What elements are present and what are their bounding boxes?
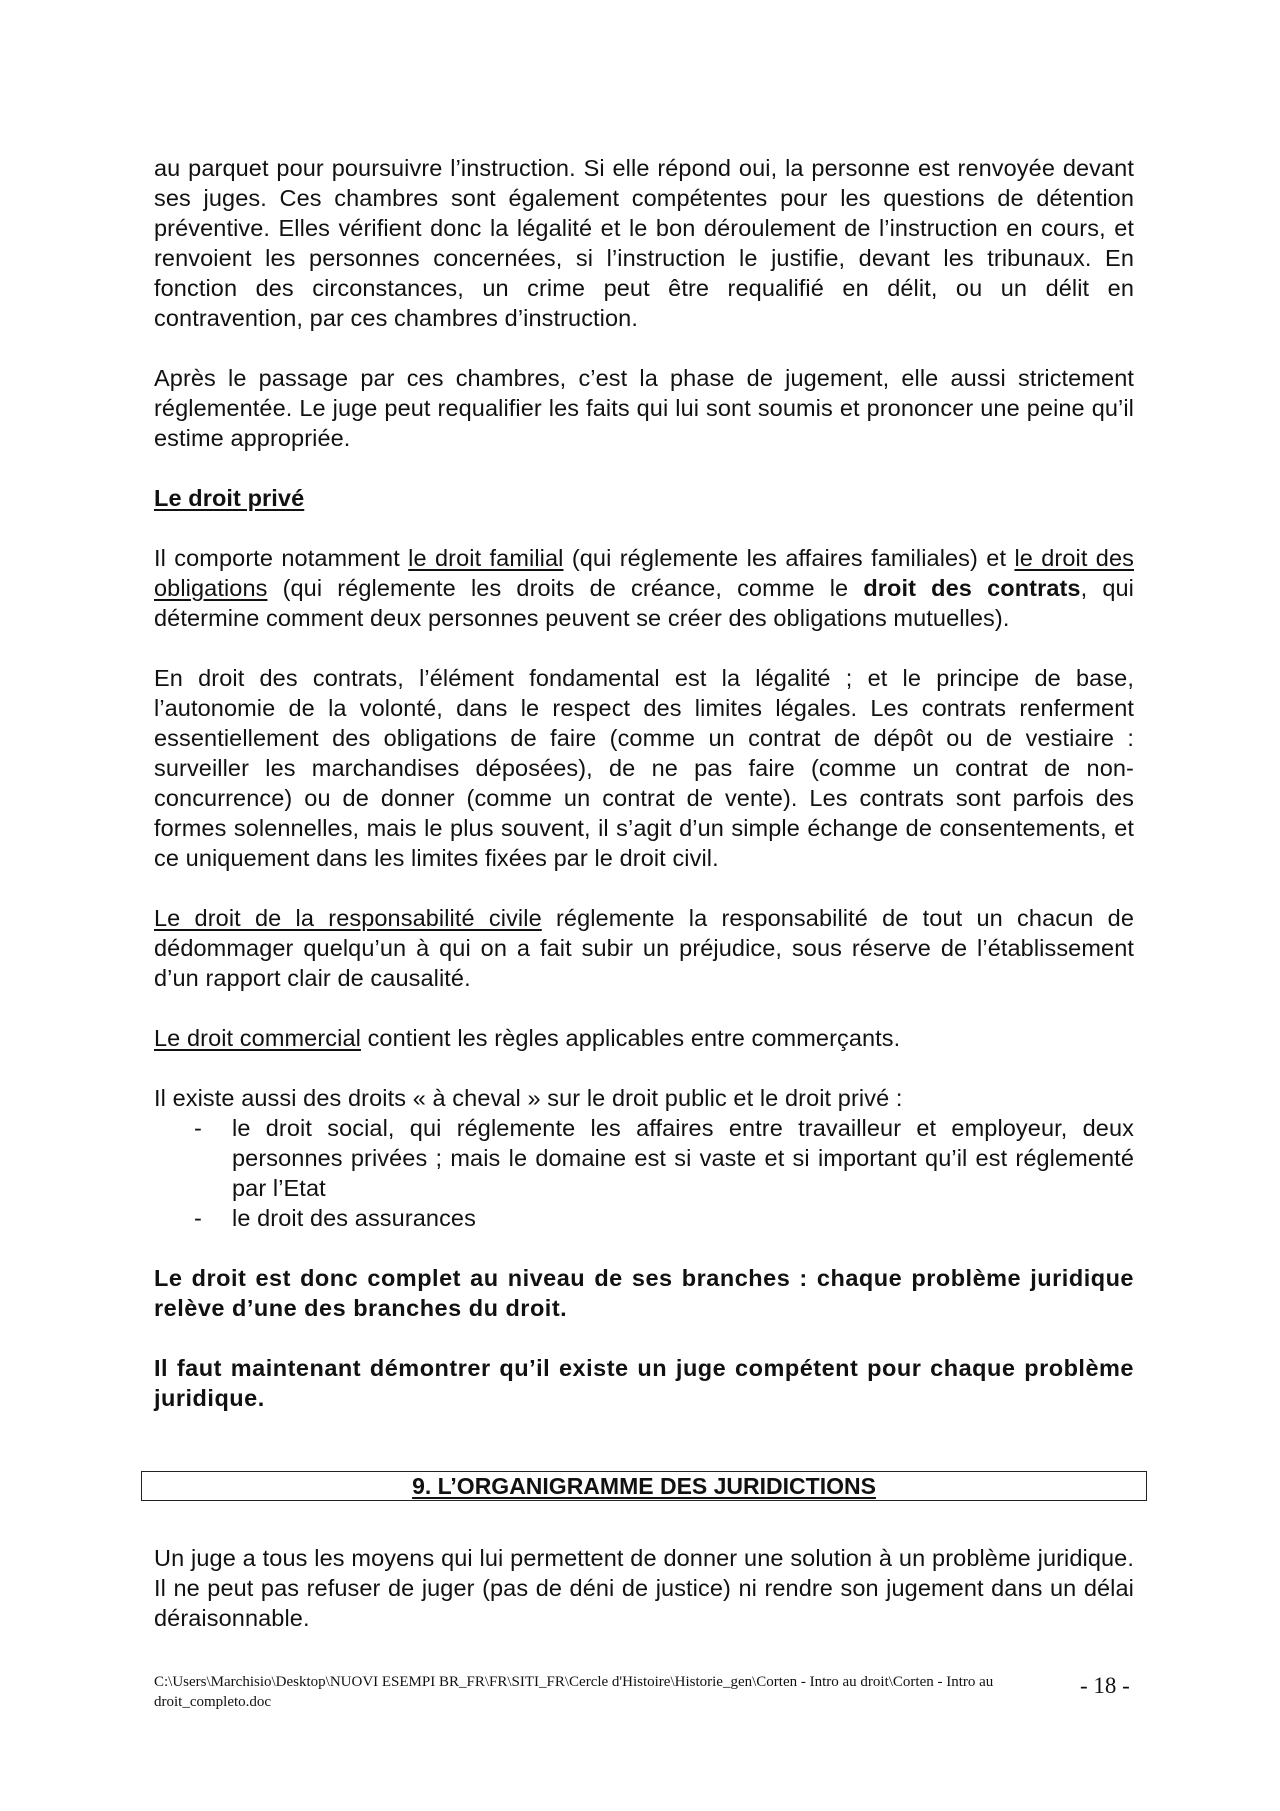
paragraph-droit-commercial xyxy=(154,1023,1134,1053)
text-run: contient les règles applicables entre commerçants. xyxy=(360,1025,901,1051)
bold-term-droit-contrats: droit des contrats xyxy=(863,575,1081,601)
section-title-box xyxy=(141,1471,1147,1501)
underlined-term-droit-obligations: le droit des obligations xyxy=(154,545,1134,601)
text-run: (qui réglemente les droits de créance, comme le xyxy=(267,575,864,601)
list-item-text: le droit des assurances xyxy=(232,1205,476,1231)
heading-droit-prive: Le droit privé xyxy=(154,485,305,511)
text-run: Il comporte notamment xyxy=(154,545,409,571)
underlined-term-droit-commercial: Le droit commercial xyxy=(154,1025,361,1051)
text-run: , qui détermine comment deux personnes peuvent se créer des obligations mutuelles). xyxy=(154,575,1134,631)
paragraph-droit-prive xyxy=(154,543,1134,633)
paragraph-conclusion-branches: Le droit est donc complet au niveau de ses branches : chaque problème juridique relève d’une des branches du droit. xyxy=(154,1265,1134,1321)
text-run: réglemente la responsabilité de tout un chacun de dédommager quelqu’un à qui on a fait subir un préjudice, sous réserve de l’établissement d’un rapport clair de causalité. xyxy=(154,905,1134,991)
list-item xyxy=(154,1113,1134,1203)
dash-list xyxy=(154,1113,1134,1233)
text-run: (qui réglemente les affaires familiales) et xyxy=(563,545,1015,571)
paragraph-instruction: au parquet pour poursuivre l’instruction. Si elle répond oui, la personne est renvoyée devant ses juges. Ces chambres sont également compétentes pour les questions de détention préventive. Elles vérifient donc la légalité et le bon déroulement de l’instruction en cours, et renvoient les personnes concernées, si l’instruction le justifie, devant les tribunaux. En fonction des circonstances, un crime peut être requalifié en délit, ou un délit en contravention, par ces chambres d’instruction. xyxy=(154,155,1134,331)
document-body xyxy=(154,153,1134,1443)
underlined-term-droit-familial: le droit familial xyxy=(408,545,564,571)
paragraph-juge-moyens: Un juge a tous les moyens qui lui permettent de donner une solution à un problème juridique. Il ne peut pas refuser de juger (pas de déni de justice) ni rendre son jugement dans un délai déraisonnable. xyxy=(154,1545,1134,1631)
list-item xyxy=(154,1203,1134,1233)
paragraph-responsabilite-civile xyxy=(154,903,1134,993)
underlined-term-responsabilite-civile: Le droit de la responsabilité civile xyxy=(154,905,542,931)
dash-bullet: - xyxy=(194,1115,202,1141)
page-number: - 18 - xyxy=(1080,1673,1130,1698)
paragraph-conclusion-juge: Il faut maintenant démontrer qu’il existe un juge compétent pour chaque problème juridique. xyxy=(154,1355,1134,1411)
document-body-continued xyxy=(154,1543,1134,1663)
footer-file-path: C:\Users\Marchisio\Desktop\NUOVI ESEMPI BR_FR\FR\SITI_FR\Cercle d'Histoire\Historie_gen\Corten - Intro au droit\Corten - Intro au droit_completo.doc xyxy=(154,1674,994,1710)
section-title: 9. L’ORGANIGRAMME DES JURIDICTIONS xyxy=(412,1473,876,1499)
paragraph-contrats: En droit des contrats, l’élément fondamental est la légalité ; et le principe de base, l’autonomie de la volonté, dans le respect des limites légales. Les contrats renferment essentiellement des obligations de faire (comme un contrat de dépôt ou de vestiaire : surveiller les marchandises déposées), de ne pas faire (comme un contrat de non-concurrence) ou de donner (comme un contrat de vente). Les contrats sont parfois des formes solennelles, mais le plus souvent, il s’agit d’un simple échange de consentements, et ce uniquement dans les limites fixées par le droit civil. xyxy=(154,665,1134,871)
paragraph-droits-a-cheval: Il existe aussi des droits « à cheval » sur le droit public et le droit privé : xyxy=(154,1085,903,1111)
paragraph-jugement: Après le passage par ces chambres, c’est la phase de jugement, elle aussi strictement réglementée. Le juge peut requalifier les faits qui lui sont soumis et prononcer une peine qu’il estime appropriée. xyxy=(154,365,1134,451)
list-item-text: le droit social, qui réglemente les affaires entre travailleur et employeur, deux personnes privées ; mais le domaine est si vaste et si important qu’il est réglementé par l’Etat xyxy=(232,1115,1134,1201)
dash-bullet: - xyxy=(194,1205,202,1231)
